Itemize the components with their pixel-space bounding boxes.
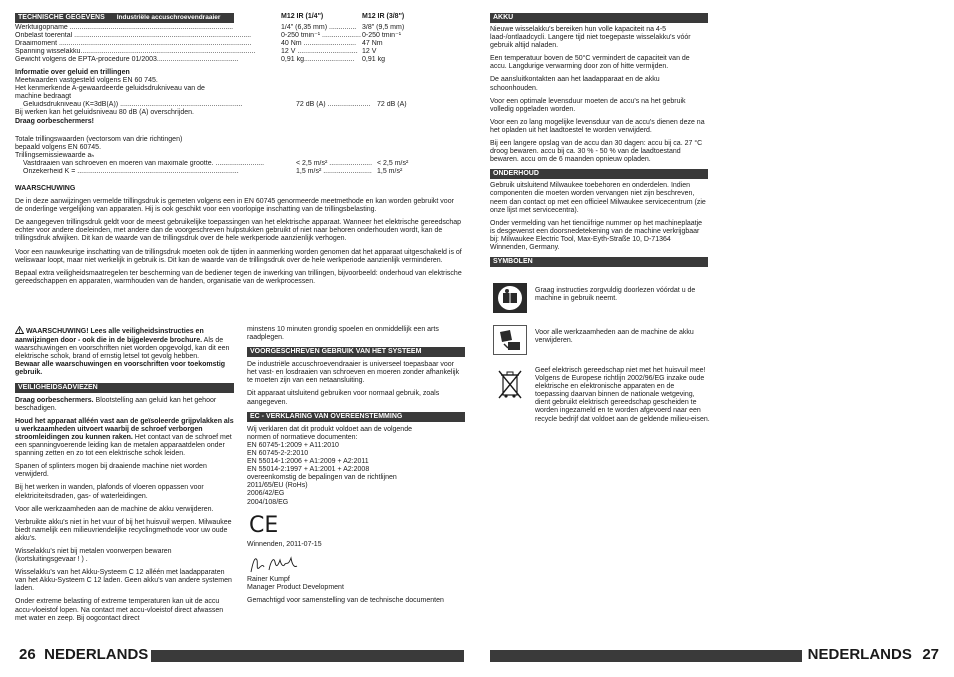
noise-line: Meetwaarden vastgesteld volgens EN 60 745.: [15, 77, 158, 85]
row-label: Vastdraaien van schroeven en moeren van maximale grootte. .........................: [23, 160, 265, 168]
row-label: Werktuigopname ....................................................................................: [15, 24, 234, 31]
footer-language: NEDERLANDS: [44, 646, 149, 663]
row-value-2: < 2,5 m/s²: [377, 160, 409, 168]
ec-line: EN 55014-1:2006 + A1:2009 + A2:2011: [247, 458, 369, 466]
right-column: [490, 13, 708, 270]
signer-role: Manager Product Development: [247, 583, 344, 591]
row-value-2: 0-250 tmin⁻¹: [362, 32, 402, 40]
place-date: Winnenden, 2011-07-15: [247, 540, 322, 548]
sym-header: [490, 257, 708, 267]
remove-battery-icon: [493, 325, 527, 355]
row-value-1: 40 Nm ...........................: [281, 40, 357, 48]
noise-line: machine bedraagt: [15, 93, 72, 101]
symbol-text: Geef elektrisch gereedschap niet met het huisvuil mee! Volgens de Europese richtlijn 2002/96/EG inzake oude elektrische en elektronische apparaten en de toepassing daarvan binnen de nationale wetgeving, dient gebruikt elektrisch gereedschap gescheiden te worden ingezameld en te worden afgevoerd naar een recycle bedrijf dat voldoet aan de geldende milieu-eisen.: [535, 367, 710, 423]
ec-line: Wij verklaren dat dit produkt voldoet aan de volgende: [247, 425, 412, 433]
noise-line: Het kenmerkende A-gewaardeerde geluidsdrukniveau van de: [15, 85, 205, 93]
signer-name: Rainer Kumpf: [247, 575, 290, 583]
safety-para: Onder extreme belasting of extreme temperaturen kan uit de accu accu-vloeistof lopen. Na contact met accu-vloeistof direct afwassen met water en zeep. Bij oogcontact direct: [15, 598, 224, 622]
safety-para: Wisselakku's van het Akku-Systeem C 12 alléén met laadapparaten van het Akku-Systeem C 12 laden. Geen akku's van andere systemen laden.: [15, 569, 232, 593]
authorization: Gemachtigd voor samenstelling van de technische documenten: [247, 596, 444, 604]
warning-para: Bepaal extra veiligheidsmaatregelen ter bescherming van de bediener tegen de inwerking van trillingen, bijvoorbeeld: onderhoud van elektrische gereedschappen en apparaten, warmhouden van de handen, organisatie van de werkprocessen.: [15, 269, 462, 285]
row-value-1: < 2,5 m/s² ......................: [296, 160, 373, 168]
row-value-2: 1,5 m/s²: [377, 168, 403, 176]
row-value-2: 47 Nm: [362, 40, 383, 48]
akku-header: [490, 13, 708, 23]
row-value-2: 0,91 kg: [362, 56, 385, 64]
safety-para: Verbruikte akku's niet in het vuur of bij het huisvuil werpen. Milwaukee biedt namelijk een milieuvriendelijke recyclingmethode voor uw oude akku's.: [15, 518, 232, 542]
ec-line: 2011/65/EU (RoHs): [247, 482, 308, 490]
maint-header-title: ONDERHOUD: [493, 170, 539, 178]
hold-bold: Houd het apparaat alléén vast aan de geïsoleerde grijpvlakken als u werkzaamheden uitvoert waarbij de schroef verborgen stroomleidingen zou kunnen raken.: [15, 417, 234, 441]
akku-para: Een temperatuur boven de 50°C vermindert de capaciteit van de accu. Langdurige verwarming door zon of hitte vermijden.: [490, 55, 690, 71]
safety-warning-rest: Als de waarschuwingen en voorschriften niet worden opgevolgd, kan dit een elektrische schok, brand of ernstig letsel tot gevolg hebben.: [15, 337, 230, 361]
ec-line: overeenkomstig de bepalingen van de richtlijnen: [247, 474, 397, 482]
ec-line: normen of normatieve documenten:: [247, 433, 358, 441]
symbol-text: Graag instructies zorgvuldig doorlezen vóórdat u de machine in gebruik neemt.: [535, 287, 696, 303]
spec-header-title: TECHNISCHE GEGEVENS: [18, 14, 105, 21]
read-manual-icon: [493, 283, 527, 313]
footer-language: NEDERLANDS: [807, 646, 912, 663]
spec-header-sub: Industriële accuschroevendraaier: [116, 14, 221, 21]
row-value-2: 3/8" (9,5 mm): [362, 24, 405, 31]
vib-line: Trillingsemissiewaarde aₕ: [15, 152, 95, 160]
noise-row-v1: 72 dB (A) ......................: [296, 101, 371, 109]
akku-header-title: AKKU: [493, 14, 514, 21]
sym-header-title: SYMBOLEN: [493, 258, 533, 266]
safety-para: Voor alle werkzaamheden aan de machine de akku verwijderen.: [15, 505, 214, 513]
warning-title: WAARSCHUWING: [15, 185, 76, 192]
safety-para: Bij het werken in wanden, plafonds of vloeren oppassen voor elektriciteitsdraden, gas- of waterleidingen.: [15, 484, 204, 500]
row-value-1: 1/4" (6,35 mm) ..............: [281, 24, 357, 31]
row-value-1: 12 V ...............................: [281, 48, 358, 56]
safety-warning-bold: WAARSCHUWING! Lees alle veiligheidsinstructies en aanwijzingen door - ook die in de bijgeleverde brochure.: [15, 328, 204, 345]
footer-right: [802, 646, 939, 666]
noise-row-label: Geluidsdrukniveau (K=3dB(A)) ...............................................................: [23, 101, 243, 109]
safety-header-title: VEILIGHEIDSADVIEZEN: [18, 383, 98, 391]
spec-col1-header: M12 IR (1/4"): [281, 13, 324, 20]
spec-col2-header: M12 IR (3/8"): [362, 13, 405, 20]
row-label: Draaimoment ...................................................................................................: [15, 40, 252, 48]
row-label: Spanning wisselakku..........................................................................................: [15, 48, 256, 56]
use-para: De industriële accuschroevendraaier is universeel toepasbaar voor het vast- en losdraaien van schroeven en moeren zonder afhankelijk te moeten zijn van een netaansluiting.: [247, 361, 460, 385]
ec-line: EN 55014-2:1997 + A1:2001 + A2:2008: [247, 466, 370, 474]
safety-keep: Bewaar alle waarschuwingen en voorschriften voor toekomstig gebruik.: [15, 361, 226, 377]
row-label: Onzekerheid K = ...................................................................................: [23, 168, 239, 176]
akku-para: De aansluitkontakten aan het laadapparaat en de akku schoonhouden.: [490, 76, 660, 92]
ec-line: EN 60745-2-2:2010: [247, 449, 309, 457]
row-value-1: 0,91 kg..........................: [281, 56, 355, 64]
row-label: Onbelast toerental ...........................................................................................: [15, 32, 252, 40]
row-value-2: 12 V: [362, 48, 377, 56]
akku-para: Bij een langere opslag van de accu dan 30 dagen: accu bij ca. 27 °C droog bewaren. accu bij ca. 30 % - 50 % van de laadtoestand bewaren. accu om de 6 maanden opnieuw opladen.: [490, 140, 703, 164]
safety-para: Wisselakku's niet bij metalen voorwerpen bewaren (kortsluitingsgevaar ! ) .: [15, 547, 172, 564]
ec-line: 2004/108/EG: [247, 498, 289, 506]
noise-row-v2: 72 dB (A): [377, 101, 407, 109]
ec-line: EN 60745-1:2009 + A11:2010: [247, 441, 339, 449]
warning-para: De aangegeven trillingsdruk geldt voor de meest gebruikelijke toepassingen van het elektrische apparaat. Wanneer het elektrische gereedschap echter voor andere doeleinden, met andere dan de voorgeschreven hulpstukken gebruikt of niet naar behoren onderhouden wordt, kan de trillingsdruk afwijken. Dit kan de waarde van de trillingsdruk over de hele werkperiode aanzienlijk verhogen.: [15, 219, 462, 243]
symbol-text: Voor alle werkzaamheden aan de machine de akku verwijderen.: [535, 329, 694, 345]
vib-line: Totale trillingswaarden (vectorsom van drie richtingen): [15, 136, 183, 143]
maint-para: Gebruik uitsluitend Milwaukee toebehoren en onderdelen. Indien componenten die moeten worden vervangen niet zijn beschreven, neem dan contact op met een officieel Milwaukee servicecentrum (zie onze lijst met servicecentra).: [490, 182, 706, 214]
vib-line: bepaald volgens EN 60745.: [15, 144, 102, 152]
weee-bin-icon: [495, 368, 525, 400]
akku-para: Voor een optimale levensduur moeten de accu's na het gebruik volledig opgeladen worden.: [490, 97, 686, 113]
akku-para: Nieuwe wisselakku's bereiken hun volle kapaciteit na 4-5 laad-/ontlaadcycli. Langere tijd niet toegepaste wisselakku's vóór gebruik altijd naladen.: [490, 26, 691, 50]
page-number: 27: [922, 646, 939, 663]
continued-text: minstens 10 minuten grondig spoelen en onmiddellijk een arts raadplegen.: [247, 326, 439, 342]
use-header-title: VOORGESCHREVEN GEBRUIK VAN HET SYSTEEM: [250, 348, 422, 356]
noise-title: Informatie over geluid en trillingen: [15, 69, 130, 76]
safety-para: Spanen of splinters mogen bij draaiende machine niet worden verwijderd.: [15, 463, 207, 479]
ec-header-title: EC - VERKLARING VAN OVEREENSTEMMING: [250, 412, 403, 420]
hold-rest: Het contact van de schroef met een spanningvoerende leiding kan de metalen apparaatdelen onder spanning zetten en zo tot een elektrische schok leiden.: [15, 433, 232, 458]
ear2-bold: Draag oorbeschermers.: [15, 396, 94, 404]
row-value-1: 0-250 tmin⁻¹ ....................: [281, 32, 361, 40]
page-number: 26: [19, 646, 36, 663]
maint-header: [490, 169, 708, 179]
use-para: Dit apparaat uitsluitend gebruiken voor normaal gebruik, zoals aangegeven.: [247, 390, 440, 406]
warning-para: Voor een nauwkeurige inschatting van de trillingsdruk moeten ook de tijden in aanmerking worden genomen dat het apparaat uitgeschakeld is of weliswaar loopt, maar niet werkelijk in gebruik is. Dit kan de waarde van de trillingsdruk over de hele werkperiode aanzienlijk verminderen.: [15, 248, 462, 264]
ear-protection: Draag oorbeschermers!: [15, 117, 94, 125]
ec-line: 2006/42/EG: [247, 490, 285, 498]
ce-mark: CE: [249, 512, 279, 538]
maint-para: Onder vermelding van het tienciifrige nummer op het machineplaatje is desgewenst een doorsnedetekening van de machine verkrijgbaar bij: Milwaukee Electric Tool, Max-Eyth-Straße 10, D-71364 Winnenden, Germany.: [490, 219, 703, 251]
noise-after: Bij werken kan het geluidsniveau 80 dB (A) overschrijden.: [15, 109, 194, 117]
row-label: Gewicht volgens de EPTA-procedure 01/2003..........................................: [15, 56, 239, 64]
row-value-1: 1,5 m/s² .........................: [296, 168, 372, 176]
warning-para: De in deze aanwijzingen vermelde trillingsdruk is gemeten volgens een in EN 60745 genormeerde meetmethode en kan worden gebruikt voor de onderlinge vergelijking van apparaten. Hij is ook geschikt voor een voorlopige inschatting van de trillingsbelasting.: [15, 198, 454, 214]
ear2-rest: Blootstelling aan geluid kan het gehoor beschadigen.: [15, 396, 217, 412]
akku-para: Voor een zo lang mogelijke levensduur van de accu's dienen deze na het opladen uit het laadtoestel te worden verwijderd.: [490, 118, 705, 134]
